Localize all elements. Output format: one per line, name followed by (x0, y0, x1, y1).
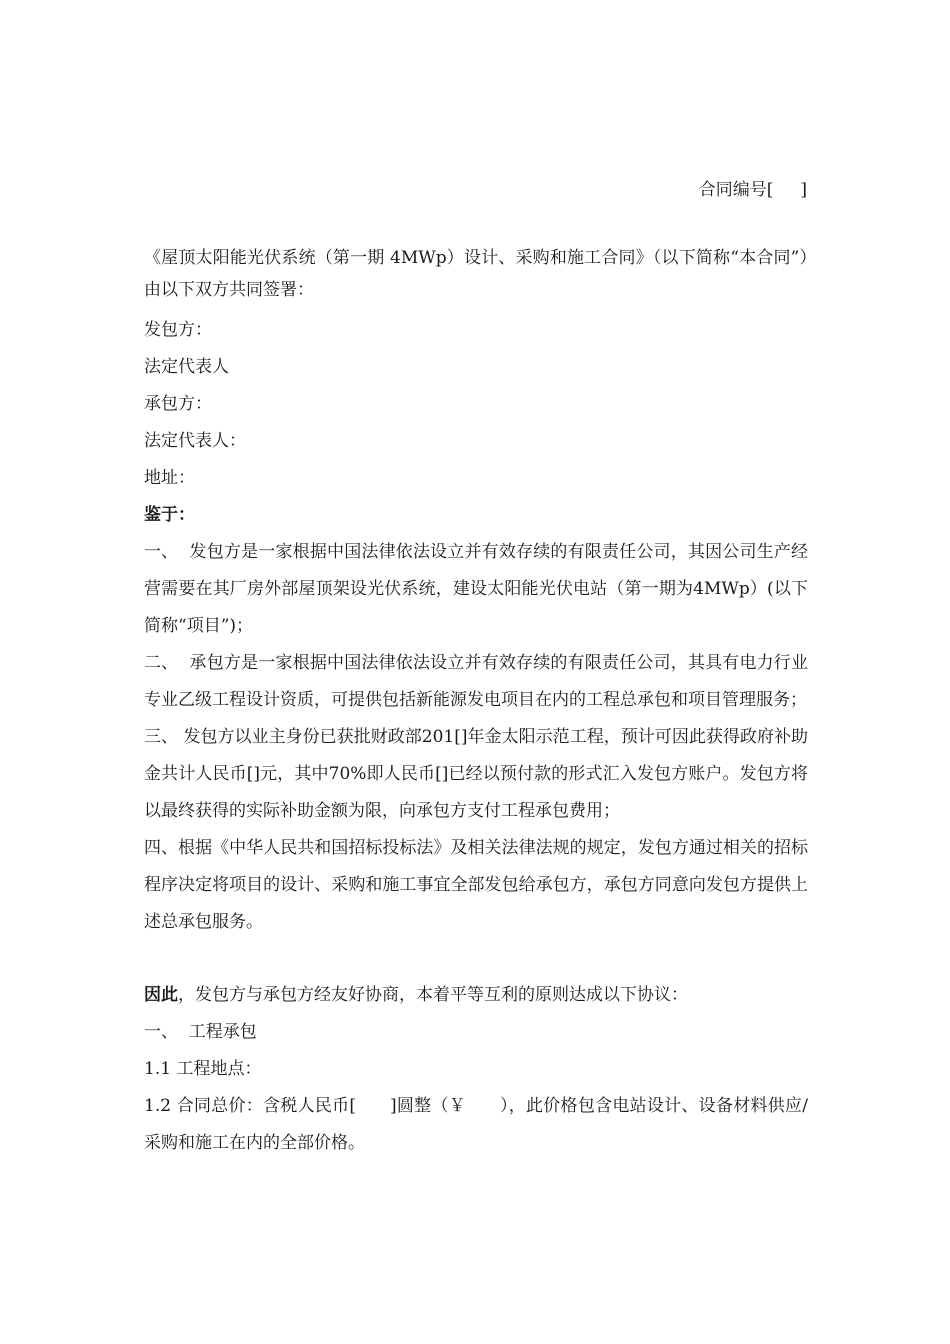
intro-paragraph: 《屋顶太阳能光伏系统（第一期 4MWp）设计、采购和施工合同》（以下简称“本合同”）由以下双方共同签署： (144, 248, 808, 300)
agreement-lead (144, 977, 808, 1014)
recital-3: 三、 发包方以业主身份已获批财政部201[]年金太阳示范工程，预计可因此获得政府补助金共计人民币[]元，其中70%即人民币[]已经以预付款的形式汇入发包方账户。发包方将以最终获得的实际补助金额为限，向承包方支付工程承包费用； (144, 727, 808, 821)
recital-4: 四、根据《中华人民共和国招标投标法》及相关法律法规的规定，发包方通过相关的招标程序决定将项目的设计、采购和施工事宜全部发包给承包方，承包方同意向发包方提供上述总承包服务。 (144, 838, 808, 932)
recital-1: 一、 发包方是一家根据中国法律依法设立并有效存续的有限责任公司，其因公司生产经营需要在其厂房外部屋顶架设光伏系统，建设太阳能光伏电站（第一期为4MWp）(以下简称“项目”)； (144, 542, 808, 636)
clause-1-2: 1.2 合同总价：含税人民币[ ]圆整（￥ ），此价格包含电站设计、设备材料供应/采购和施工在内的全部价格。 (144, 1096, 808, 1153)
agreement-lead-text: ，发包方与承包方经友好协商，本着平等互利的原则达成以下协议： (178, 985, 688, 1005)
contract-body (144, 242, 808, 1162)
agreement-lead-bold: 因此 (144, 985, 178, 1005)
party-employer: 发包方： (144, 320, 212, 340)
whereas-heading: 鉴于： (144, 505, 195, 525)
party-contractor: 承包方： (144, 394, 212, 414)
party-employer-legal-rep: 法定代表人 (144, 357, 229, 377)
party-address: 地址： (144, 468, 195, 488)
party-contractor-legal-rep: 法定代表人： (144, 431, 246, 451)
clause-1-1: 1.1 工程地点： (144, 1059, 262, 1079)
contract-number-label: 合同编号[ ] (698, 180, 807, 200)
paragraph-gap (144, 941, 808, 977)
recital-2: 二、 承包方是一家根据中国法律依法设立并有效存续的有限责任公司，其具有电力行业专业乙级工程设计资质，可提供包括新能源发电项目在内的工程总承包和项目管理服务； (144, 653, 808, 710)
section-title: 一、 工程承包 (144, 1022, 257, 1042)
